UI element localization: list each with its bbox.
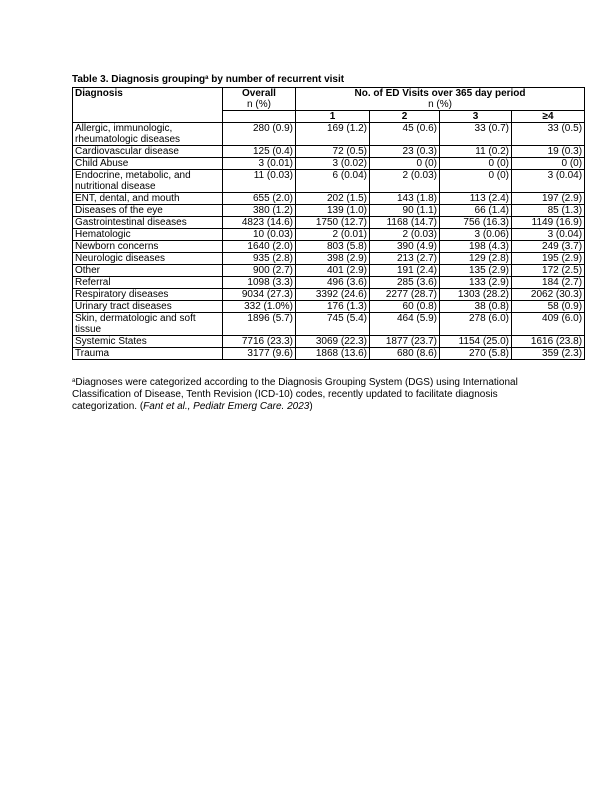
header-row-2	[73, 99, 585, 111]
cell-overall: 1098 (3.3)	[223, 277, 296, 289]
caption-superscript: a	[205, 75, 209, 81]
cell-visits-3: 198 (4.3)	[440, 241, 512, 253]
diagnosis-table	[72, 87, 585, 360]
cell-visits-2: 2277 (28.7)	[370, 289, 440, 301]
cell-visits-2: 45 (0.6)	[370, 123, 440, 146]
cell-visits-4plus: 19 (0.3)	[512, 146, 585, 158]
cell-visits-1: 401 (2.9)	[296, 265, 370, 277]
cell-visits-2: 285 (3.6)	[370, 277, 440, 289]
cell-diagnosis: Endocrine, metabolic, and nutritional disease	[73, 170, 223, 193]
cell-visits-4plus: 172 (2.5)	[512, 265, 585, 277]
table-row	[73, 336, 585, 348]
footnote	[72, 375, 542, 413]
cell-overall: 900 (2.7)	[223, 265, 296, 277]
cell-overall: 11 (0.03)	[223, 170, 296, 193]
table-row	[73, 301, 585, 313]
cell-visits-4plus: 195 (2.9)	[512, 253, 585, 265]
cell-visits-1: 2 (0.01)	[296, 229, 370, 241]
table-caption	[72, 72, 584, 86]
cell-visits-2: 191 (2.4)	[370, 265, 440, 277]
cell-visits-3: 129 (2.8)	[440, 253, 512, 265]
table-row	[73, 241, 585, 253]
header-overall-unit: n (%)	[223, 99, 296, 111]
cell-visits-2: 23 (0.3)	[370, 146, 440, 158]
header-overall	[223, 88, 296, 100]
cell-visits-3: 66 (1.4)	[440, 205, 512, 217]
cell-visits-4plus: 249 (3.7)	[512, 241, 585, 253]
header-overall-blank	[223, 111, 296, 123]
cell-diagnosis: Systemic States	[73, 336, 223, 348]
cell-visits-4plus: 2062 (30.3)	[512, 289, 585, 301]
footnote-text-end: )	[309, 401, 313, 412]
cell-overall: 4823 (14.6)	[223, 217, 296, 229]
cell-visits-4plus: 184 (2.7)	[512, 277, 585, 289]
cell-visits-1: 169 (1.2)	[296, 123, 370, 146]
cell-overall: 935 (2.8)	[223, 253, 296, 265]
cell-visits-1: 6 (0.04)	[296, 170, 370, 193]
cell-visits-1: 3069 (22.3)	[296, 336, 370, 348]
cell-overall: 10 (0.03)	[223, 229, 296, 241]
cell-visits-1: 398 (2.9)	[296, 253, 370, 265]
cell-visits-3: 38 (0.8)	[440, 301, 512, 313]
header-diagnosis-end	[73, 111, 223, 123]
cell-visits-4plus: 3 (0.04)	[512, 229, 585, 241]
header-row-1	[73, 88, 585, 100]
cell-diagnosis: Respiratory diseases	[73, 289, 223, 301]
cell-overall: 7716 (23.3)	[223, 336, 296, 348]
cell-visits-2: 0 (0)	[370, 158, 440, 170]
header-overall-label: Overall	[242, 88, 276, 99]
table-row	[73, 205, 585, 217]
header-visit-2: 2	[370, 111, 440, 123]
cell-diagnosis: Diseases of the eye	[73, 205, 223, 217]
cell-overall: 332 (1.0%)	[223, 301, 296, 313]
cell-diagnosis: Newborn concerns	[73, 241, 223, 253]
cell-diagnosis: Gastrointestinal diseases	[73, 217, 223, 229]
header-diagnosis: Diagnosis	[73, 88, 223, 100]
cell-visits-2: 143 (1.8)	[370, 193, 440, 205]
cell-overall: 655 (2.0)	[223, 193, 296, 205]
cell-overall: 1896 (5.7)	[223, 313, 296, 336]
table-row	[73, 217, 585, 229]
table-row	[73, 170, 585, 193]
cell-visits-3: 133 (2.9)	[440, 277, 512, 289]
header-visits-unit: n (%)	[296, 99, 585, 111]
table-row	[73, 123, 585, 146]
cell-diagnosis: Hematologic	[73, 229, 223, 241]
cell-diagnosis: Cardiovascular disease	[73, 146, 223, 158]
cell-visits-3: 0 (0)	[440, 170, 512, 193]
cell-overall: 3177 (9.6)	[223, 348, 296, 360]
header-visit-4plus: ≥4	[512, 111, 585, 123]
cell-visits-4plus: 85 (1.3)	[512, 205, 585, 217]
table-row	[73, 265, 585, 277]
cell-visits-3: 33 (0.7)	[440, 123, 512, 146]
cell-visits-1: 3 (0.02)	[296, 158, 370, 170]
cell-visits-3: 1303 (28.2)	[440, 289, 512, 301]
cell-diagnosis: Trauma	[73, 348, 223, 360]
cell-visits-4plus: 409 (6.0)	[512, 313, 585, 336]
header-visit-3: 3	[440, 111, 512, 123]
cell-diagnosis: Other	[73, 265, 223, 277]
cell-diagnosis: Child Abuse	[73, 158, 223, 170]
caption-text: Table 3. Diagnosis grouping	[72, 74, 206, 85]
cell-diagnosis: Neurologic diseases	[73, 253, 223, 265]
cell-visits-1: 3392 (24.6)	[296, 289, 370, 301]
cell-visits-3: 135 (2.9)	[440, 265, 512, 277]
cell-visits-4plus: 3 (0.04)	[512, 170, 585, 193]
cell-visits-4plus: 1149 (16.9)	[512, 217, 585, 229]
cell-visits-3: 11 (0.2)	[440, 146, 512, 158]
cell-visits-4plus: 1616 (23.8)	[512, 336, 585, 348]
cell-visits-4plus: 58 (0.9)	[512, 301, 585, 313]
cell-visits-2: 60 (0.8)	[370, 301, 440, 313]
cell-visits-3: 0 (0)	[440, 158, 512, 170]
footnote-superscript: a	[72, 378, 76, 384]
cell-visits-4plus: 197 (2.9)	[512, 193, 585, 205]
table-row	[73, 348, 585, 360]
header-visit-1: 1	[296, 111, 370, 123]
header-visits	[296, 88, 585, 100]
header-row-3	[73, 111, 585, 123]
cell-visits-1: 1750 (12.7)	[296, 217, 370, 229]
cell-visits-3: 3 (0.06)	[440, 229, 512, 241]
cell-visits-2: 2 (0.03)	[370, 229, 440, 241]
table-row	[73, 313, 585, 336]
header-visits-label: No. of ED Visits over 365 day period	[354, 88, 526, 99]
cell-visits-2: 1877 (23.7)	[370, 336, 440, 348]
cell-visits-1: 139 (1.0)	[296, 205, 370, 217]
table-row	[73, 229, 585, 241]
cell-visits-1: 745 (5.4)	[296, 313, 370, 336]
cell-visits-4plus: 0 (0)	[512, 158, 585, 170]
cell-visits-2: 390 (4.9)	[370, 241, 440, 253]
footnote-text: Diagnoses were categorized according to the Diagnosis Grouping System (DGS) using International Classification of Disease, Tenth Revision (ICD-10) codes, recently updated to facilitate diagnosis categorization. (	[72, 377, 518, 412]
table-row	[73, 193, 585, 205]
cell-visits-3: 270 (5.8)	[440, 348, 512, 360]
cell-overall: 380 (1.2)	[223, 205, 296, 217]
cell-visits-1: 1868 (13.6)	[296, 348, 370, 360]
table-row	[73, 253, 585, 265]
footnote-citation: Fant et al., Pediatr Emerg Care. 2023	[143, 401, 310, 412]
cell-visits-3: 756 (16.3)	[440, 217, 512, 229]
cell-visits-1: 496 (3.6)	[296, 277, 370, 289]
cell-visits-4plus: 33 (0.5)	[512, 123, 585, 146]
cell-overall: 125 (0.4)	[223, 146, 296, 158]
cell-visits-2: 1168 (14.7)	[370, 217, 440, 229]
cell-visits-1: 202 (1.5)	[296, 193, 370, 205]
cell-visits-3: 113 (2.4)	[440, 193, 512, 205]
cell-overall: 1640 (2.0)	[223, 241, 296, 253]
caption-suffix: by number of recurrent visit	[208, 74, 345, 85]
cell-diagnosis: Allergic, immunologic, rheumatologic diseases	[73, 123, 223, 146]
cell-diagnosis: ENT, dental, and mouth	[73, 193, 223, 205]
cell-overall: 9034 (27.3)	[223, 289, 296, 301]
cell-diagnosis: Referral	[73, 277, 223, 289]
cell-diagnosis: Urinary tract diseases	[73, 301, 223, 313]
cell-visits-4plus: 359 (2.3)	[512, 348, 585, 360]
cell-visits-2: 2 (0.03)	[370, 170, 440, 193]
cell-visits-1: 803 (5.8)	[296, 241, 370, 253]
cell-visits-1: 176 (1.3)	[296, 301, 370, 313]
cell-visits-2: 464 (5.9)	[370, 313, 440, 336]
cell-diagnosis: Skin, dermatologic and soft tissue	[73, 313, 223, 336]
cell-visits-1: 72 (0.5)	[296, 146, 370, 158]
table-body	[73, 123, 585, 360]
header-diagnosis-cont	[73, 99, 223, 111]
cell-visits-2: 213 (2.7)	[370, 253, 440, 265]
cell-visits-3: 1154 (25.0)	[440, 336, 512, 348]
document-page	[72, 72, 584, 413]
cell-overall: 280 (0.9)	[223, 123, 296, 146]
table-row	[73, 146, 585, 158]
table-row	[73, 289, 585, 301]
cell-visits-2: 90 (1.1)	[370, 205, 440, 217]
cell-overall: 3 (0.01)	[223, 158, 296, 170]
table-row	[73, 158, 585, 170]
table-row	[73, 277, 585, 289]
cell-visits-3: 278 (6.0)	[440, 313, 512, 336]
cell-visits-2: 680 (8.6)	[370, 348, 440, 360]
